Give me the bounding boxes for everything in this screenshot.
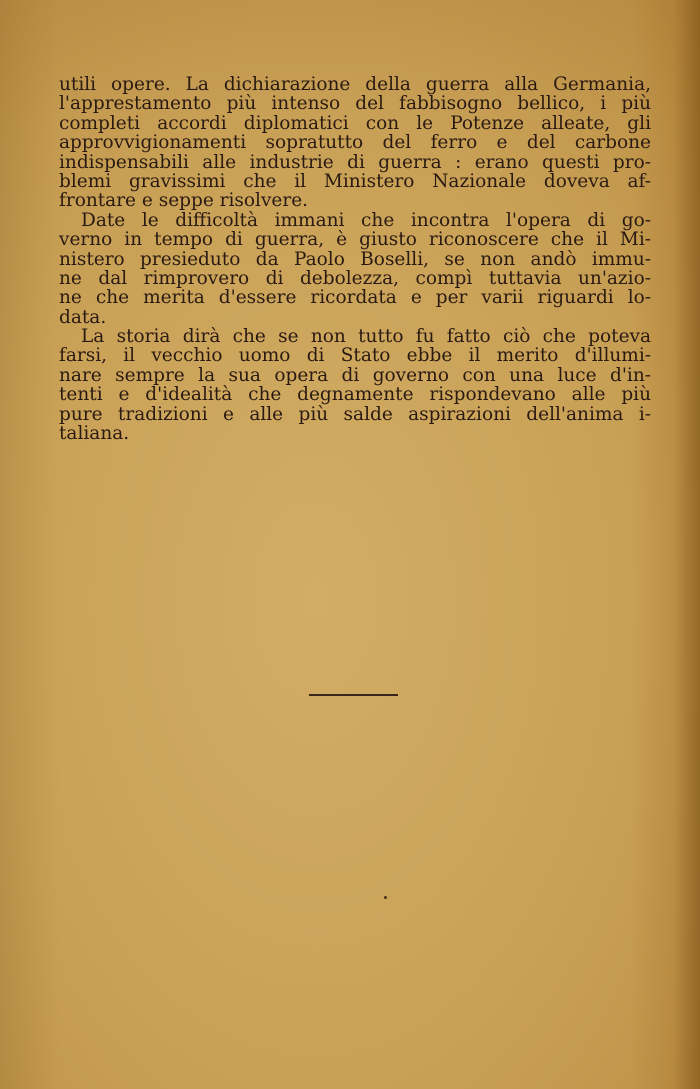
text-line: La storia dirà che se non tutto fu fatto ciò che poteva <box>81 326 651 348</box>
text-line: taliana. <box>59 423 130 445</box>
paper-speck <box>384 896 387 899</box>
text-line: ne che merita d'essere ricordata e per varii riguardi lo- <box>59 287 651 309</box>
text-line: frontare e seppe risolvere. <box>59 190 309 212</box>
text-line: data. <box>59 306 107 328</box>
paragraph-2 <box>59 211 651 327</box>
text-line: tenti e d'idealità che degnamente rispondevano alle più <box>59 384 651 406</box>
text-line: nare sempre la sua opera di governo con una luce d'in- <box>59 364 651 386</box>
text-line: nistero presieduto da Paolo Boselli, se non andò immu- <box>59 248 651 270</box>
paragraph-1 <box>59 75 651 211</box>
text-line: l'apprestamento più intenso del fabbisogno bellico, i più <box>59 93 651 115</box>
text-line: completi accordi diplomatici con le Potenze alleate, gli <box>59 112 651 134</box>
text-line: approvvigionamenti sopratutto del ferro e del carbone <box>59 132 651 154</box>
text-line: utili opere. La dichiarazione della guerra alla Germania, <box>59 74 651 95</box>
text-line: pure tradizioni e alle più salde aspirazioni dell'anima i- <box>59 403 651 425</box>
body-text <box>59 75 651 443</box>
text-line: blemi gravissimi che il Ministero Nazionale doveva af- <box>59 170 651 192</box>
section-divider <box>309 694 398 696</box>
text-line: indispensabili alle industrie di guerra : erano questi pro- <box>59 151 651 173</box>
text-line: Date le difficoltà immani che incontra l'opera di go- <box>81 209 651 231</box>
text-line: farsi, il vecchio uomo di Stato ebbe il merito d'illumi- <box>59 345 651 367</box>
text-line: verno in tempo di guerra, è giusto riconoscere che il Mi- <box>59 229 651 251</box>
paragraph-3 <box>59 327 651 443</box>
text-line: ne dal rimprovero di debolezza, compì tuttavia un'azio- <box>59 267 651 289</box>
